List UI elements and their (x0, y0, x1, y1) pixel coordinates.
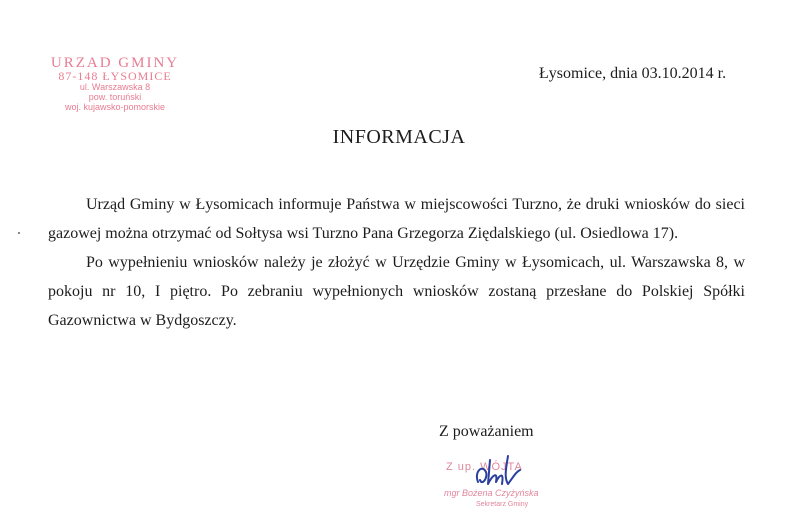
office-stamp (30, 56, 200, 112)
signature-stamp-role: Sekretarz Gminy (476, 501, 529, 508)
title-text: INFORMACJA (332, 126, 466, 148)
handwritten-signature (470, 446, 530, 496)
place-and-date: Łysomice, dnia 03.10.2014 r. (539, 65, 727, 82)
stamp-line-street: ul. Warszawska 8 (79, 82, 151, 92)
stamp-line-county: pow. toruński (88, 92, 142, 102)
signature-stamp-authority: Z up. WÓJTA (446, 461, 523, 473)
document-title (0, 126, 800, 149)
closing-salutation: Z poważaniem (439, 423, 534, 440)
paragraph: Urząd Gminy w Łysomicach informuje Państwa w miejscowości Turzno, że druki wniosków do sieci gazowej można otrzymać od Sołtysa wsi Turzno Pana Grzegorza Ziędalskiego (ul. Osiedlowa 17). (48, 196, 745, 242)
stamp-line-postcode: 87-148 ŁYSOMICE (58, 69, 172, 83)
letter-body (48, 190, 745, 335)
scan-speck (18, 232, 20, 234)
stamp-line-office: URZAD GMINY (50, 55, 180, 71)
signature-stamp-name: mgr Bożena Czyżyńska (444, 488, 539, 498)
stamp-line-voivodeship: woj. kujawsko-pomorskie (64, 102, 166, 112)
paragraph: Po wypełnieniu wniosków należy je złożyć w Urzędzie Gminy w Łysomicach, ul. Warszawska 8, w pokoju nr 10, I piętro. Po zebraniu wypełnionych wniosków zostaną przesłane do Polskiej Spółki Gazownictwa w Bydgoszczy. (48, 254, 745, 329)
